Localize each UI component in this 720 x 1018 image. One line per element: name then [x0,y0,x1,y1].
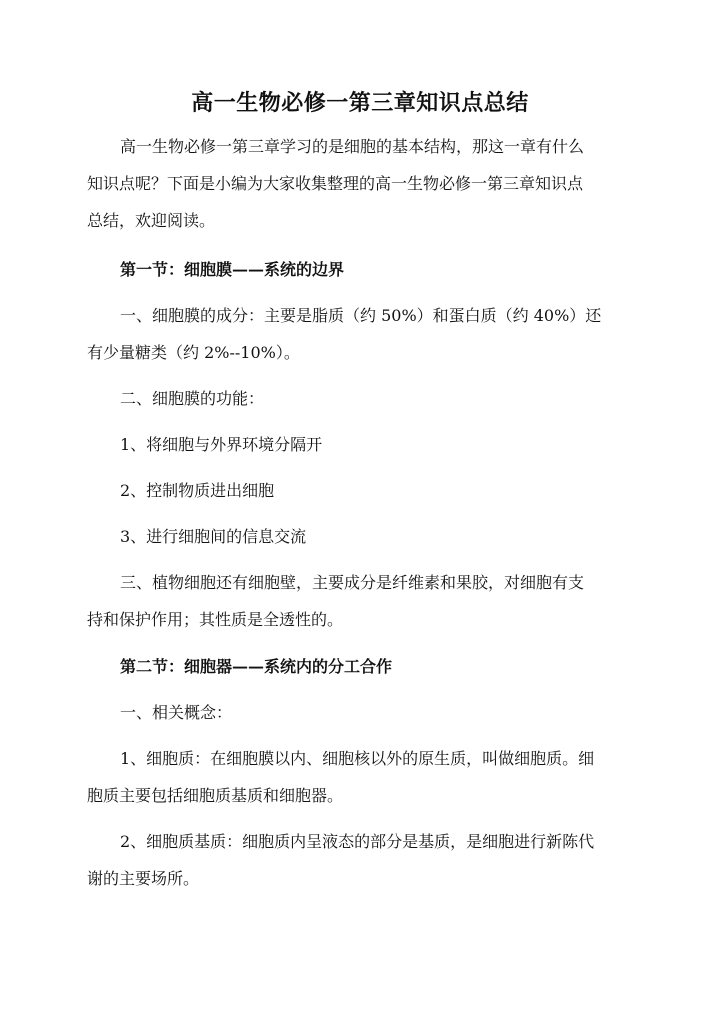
cell-wall-line-2: 持和保护作用；其性质是全透性的。 [87,610,344,629]
membrane-function-heading: 二、细胞膜的功能： [120,389,265,408]
membrane-composition-line-2: 有少量糖类（约 2%--10%）。 [87,343,300,362]
membrane-composition-line-1: 一、细胞膜的成分：主要是脂质（约 50%）和蛋白质（约 40%）还 [120,306,602,325]
membrane-function-1: 1、将细胞与外界环境分隔开 [120,435,323,454]
membrane-function-2: 2、控制物质进出细胞 [120,481,275,500]
concepts-heading: 一、相关概念： [120,703,233,722]
intro-line-2: 知识点呢？下面是小编为大家收集整理的高一生物必修一第三章知识点 [87,174,584,193]
cytoplasm-line-1: 1、细胞质：在细胞膜以内、细胞核以外的原生质，叫做细胞质。细 [120,749,595,768]
membrane-function-3: 3、进行细胞间的信息交流 [120,527,307,546]
matrix-line-1: 2、细胞质基质：细胞质内呈液态的部分是基质，是细胞进行新陈代 [120,832,595,851]
document-title: 高一生物必修一第三章知识点总结 [191,90,529,116]
matrix-line-2: 谢的主要场所。 [87,869,200,888]
intro-line-1: 高一生物必修一第三章学习的是细胞的基本结构，那这一章有什么 [120,137,585,156]
section-2-heading: 第二节：细胞器——系统内的分工合作 [120,657,393,676]
intro-line-3: 总结，欢迎阅读。 [87,211,216,230]
cell-wall-line-1: 三、植物细胞还有细胞壁，主要成分是纤维素和果胶，对细胞有支 [120,573,585,592]
cytoplasm-line-2: 胞质主要包括细胞质基质和细胞器。 [87,786,344,805]
section-1-heading: 第一节：细胞膜——系统的边界 [120,260,345,279]
